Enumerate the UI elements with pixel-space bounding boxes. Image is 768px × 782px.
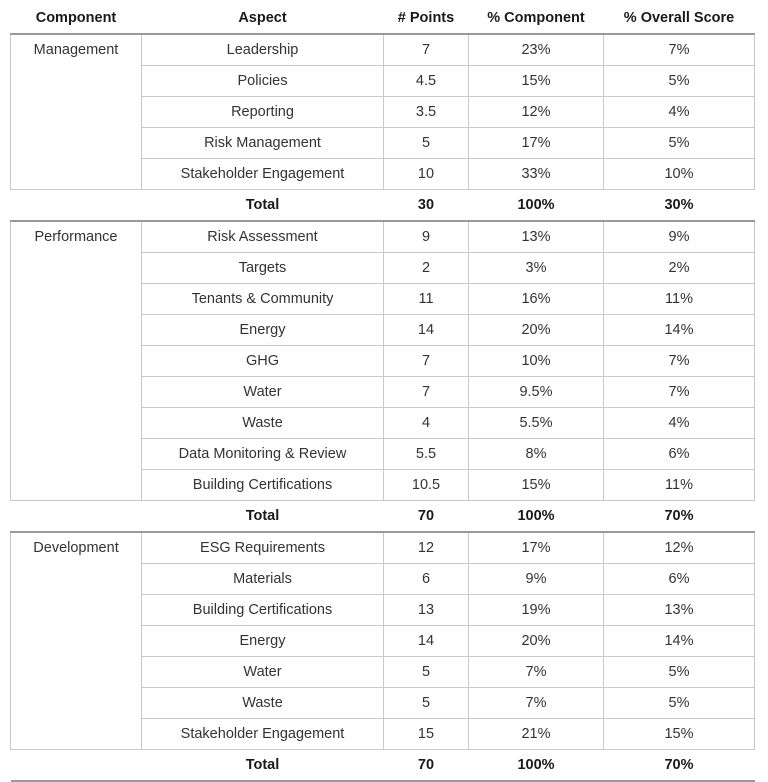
points-cell: 12 — [384, 532, 469, 564]
aspect-cell: Energy — [142, 626, 384, 657]
aspect-cell: Water — [142, 657, 384, 688]
percent-component-cell: 9.5% — [469, 377, 604, 408]
total-percent-component-cell: 100% — [469, 750, 604, 782]
aspect-cell: Reporting — [142, 97, 384, 128]
table-row — [11, 221, 755, 253]
table-row — [11, 532, 755, 564]
percent-component-cell: 20% — [469, 315, 604, 346]
percent-overall-cell: 15% — [604, 719, 755, 750]
percent-overall-cell: 6% — [604, 439, 755, 470]
aspect-cell: Policies — [142, 66, 384, 97]
percent-component-cell: 17% — [469, 128, 604, 159]
aspect-cell: Building Certifications — [142, 470, 384, 501]
total-label: Total — [142, 750, 384, 782]
percent-component-cell: 12% — [469, 97, 604, 128]
aspect-cell: Waste — [142, 688, 384, 719]
points-cell: 7 — [384, 34, 469, 66]
percent-component-cell: 16% — [469, 284, 604, 315]
aspect-cell: Stakeholder Engagement — [142, 159, 384, 190]
points-cell: 7 — [384, 377, 469, 408]
percent-overall-cell: 10% — [604, 159, 755, 190]
points-cell: 13 — [384, 595, 469, 626]
scoring-table — [10, 3, 755, 782]
aspect-cell: GHG — [142, 346, 384, 377]
header-component: Component — [11, 3, 142, 34]
percent-component-cell: 33% — [469, 159, 604, 190]
points-cell: 5 — [384, 657, 469, 688]
points-cell: 6 — [384, 564, 469, 595]
aspect-cell: Building Certifications — [142, 595, 384, 626]
percent-component-cell: 5.5% — [469, 408, 604, 439]
percent-overall-cell: 9% — [604, 221, 755, 253]
percent-component-cell: 19% — [469, 595, 604, 626]
points-cell: 5 — [384, 688, 469, 719]
percent-overall-cell: 5% — [604, 66, 755, 97]
percent-component-cell: 10% — [469, 346, 604, 377]
percent-component-cell: 15% — [469, 470, 604, 501]
header-row — [11, 3, 755, 34]
percent-component-cell: 23% — [469, 34, 604, 66]
component-cell: Development — [11, 532, 142, 750]
total-points-cell: 70 — [384, 750, 469, 782]
percent-overall-cell: 7% — [604, 34, 755, 66]
points-cell: 14 — [384, 626, 469, 657]
aspect-cell: Materials — [142, 564, 384, 595]
aspect-cell: Leadership — [142, 34, 384, 66]
percent-component-cell: 3% — [469, 253, 604, 284]
percent-overall-cell: 14% — [604, 626, 755, 657]
total-points-cell: 30 — [384, 190, 469, 222]
total-blank-cell — [11, 501, 142, 533]
percent-overall-cell: 5% — [604, 128, 755, 159]
percent-component-cell: 9% — [469, 564, 604, 595]
percent-overall-cell: 7% — [604, 346, 755, 377]
points-cell: 5.5 — [384, 439, 469, 470]
percent-overall-cell: 6% — [604, 564, 755, 595]
percent-overall-cell: 13% — [604, 595, 755, 626]
aspect-cell: Risk Assessment — [142, 221, 384, 253]
header-percent-overall: % Overall Score — [604, 3, 755, 34]
table-body — [11, 34, 755, 781]
points-cell: 11 — [384, 284, 469, 315]
table-header — [11, 3, 755, 34]
aspect-cell: Data Monitoring & Review — [142, 439, 384, 470]
points-cell: 4 — [384, 408, 469, 439]
total-percent-overall-cell: 70% — [604, 750, 755, 782]
percent-overall-cell: 2% — [604, 253, 755, 284]
percent-component-cell: 15% — [469, 66, 604, 97]
total-row — [11, 501, 755, 533]
points-cell: 3.5 — [384, 97, 469, 128]
points-cell: 7 — [384, 346, 469, 377]
aspect-cell: Targets — [142, 253, 384, 284]
percent-overall-cell: 4% — [604, 97, 755, 128]
total-label: Total — [142, 501, 384, 533]
percent-component-cell: 13% — [469, 221, 604, 253]
percent-component-cell: 21% — [469, 719, 604, 750]
percent-overall-cell: 5% — [604, 688, 755, 719]
percent-component-cell: 7% — [469, 657, 604, 688]
points-cell: 9 — [384, 221, 469, 253]
percent-overall-cell: 11% — [604, 470, 755, 501]
total-percent-component-cell: 100% — [469, 501, 604, 533]
aspect-cell: Energy — [142, 315, 384, 346]
percent-component-cell: 7% — [469, 688, 604, 719]
percent-component-cell: 17% — [469, 532, 604, 564]
percent-overall-cell: 12% — [604, 532, 755, 564]
percent-overall-cell: 5% — [604, 657, 755, 688]
table-row — [11, 34, 755, 66]
points-cell: 5 — [384, 128, 469, 159]
percent-component-cell: 20% — [469, 626, 604, 657]
percent-overall-cell: 7% — [604, 377, 755, 408]
points-cell: 2 — [384, 253, 469, 284]
aspect-cell: ESG Requirements — [142, 532, 384, 564]
aspect-cell: Risk Management — [142, 128, 384, 159]
points-cell: 10.5 — [384, 470, 469, 501]
header-aspect: Aspect — [142, 3, 384, 34]
component-cell: Performance — [11, 221, 142, 501]
total-blank-cell — [11, 750, 142, 782]
total-blank-cell — [11, 190, 142, 222]
points-cell: 10 — [384, 159, 469, 190]
points-cell: 4.5 — [384, 66, 469, 97]
total-percent-component-cell: 100% — [469, 190, 604, 222]
aspect-cell: Waste — [142, 408, 384, 439]
total-percent-overall-cell: 70% — [604, 501, 755, 533]
total-points-cell: 70 — [384, 501, 469, 533]
points-cell: 15 — [384, 719, 469, 750]
percent-overall-cell: 11% — [604, 284, 755, 315]
total-row — [11, 190, 755, 222]
header-percent-component: % Component — [469, 3, 604, 34]
aspect-cell: Stakeholder Engagement — [142, 719, 384, 750]
points-cell: 14 — [384, 315, 469, 346]
component-cell: Management — [11, 34, 142, 190]
header-points: # Points — [384, 3, 469, 34]
total-percent-overall-cell: 30% — [604, 190, 755, 222]
aspect-cell: Water — [142, 377, 384, 408]
percent-component-cell: 8% — [469, 439, 604, 470]
total-label: Total — [142, 190, 384, 222]
percent-overall-cell: 14% — [604, 315, 755, 346]
aspect-cell: Tenants & Community — [142, 284, 384, 315]
percent-overall-cell: 4% — [604, 408, 755, 439]
total-row — [11, 750, 755, 782]
